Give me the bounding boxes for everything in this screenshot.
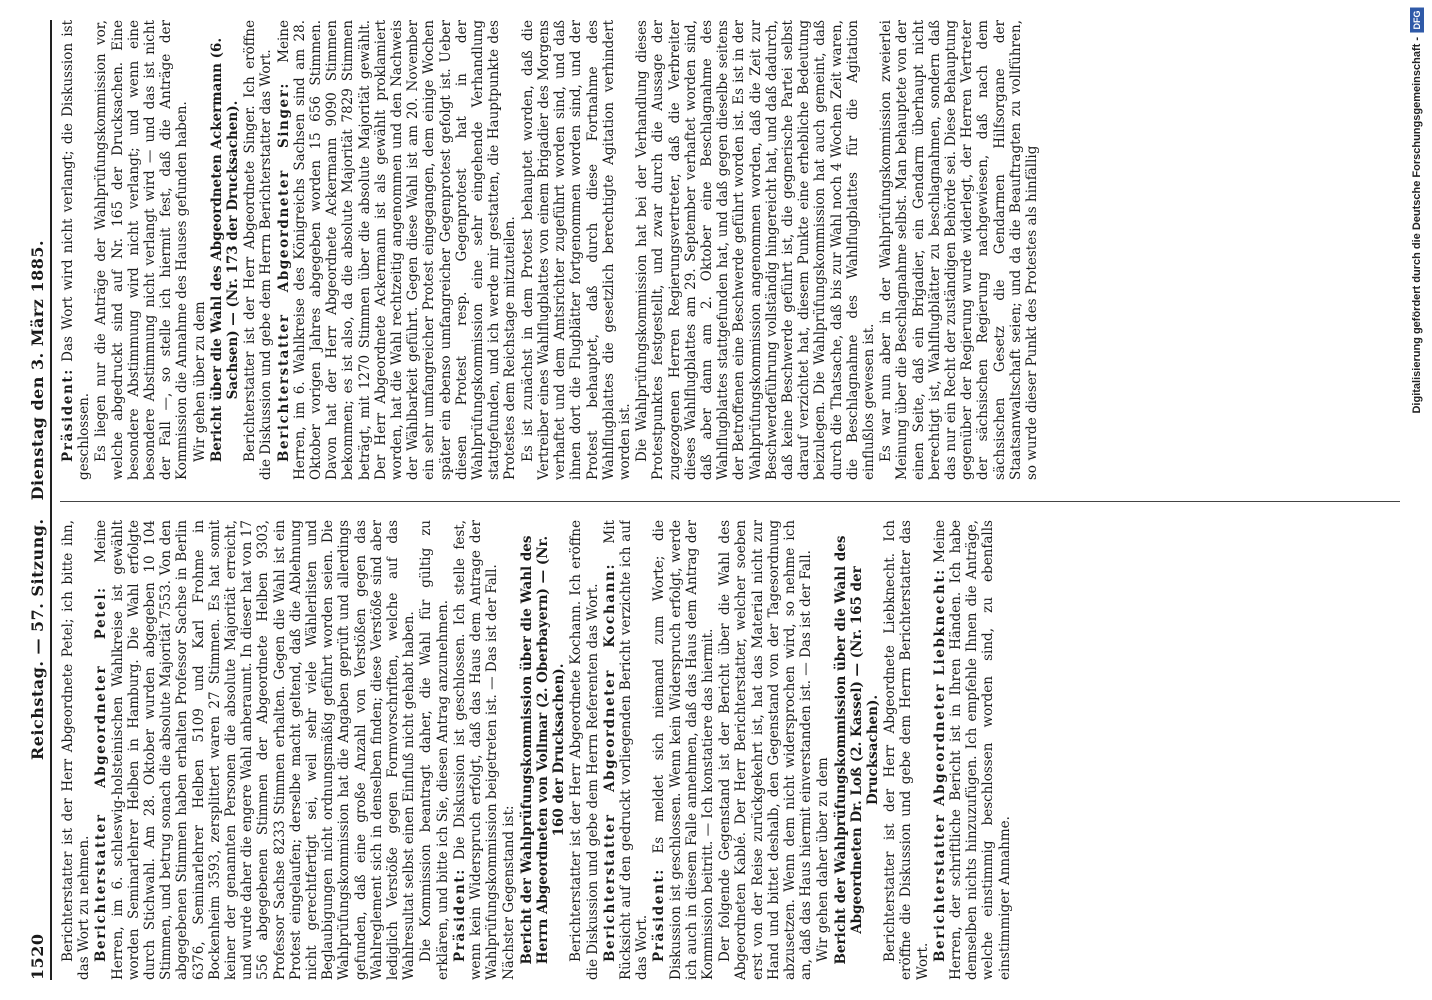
paragraph-text: Meine Herren, der schriftliche Bericht ist in Ihren Händen. Ich habe demselben nichts hinzuzufügen. Ich empfehle Ihnen die Anträge, welche einstimmig beschlossen worden sind, zu ebenfalls einstimmiger Annahme. bbox=[931, 520, 1013, 980]
paragraph-text: Meine Herren, im 6. schleswig-holsteinischen Wahlkreise ist gewählt worden Seminarlehrer Helben in Hamburg. Die Wahl erfolgte durch Stichwahl. Am 28. Oktober wurden abgegeben 10 104 Stimmen, und betrug sonach die absolute Majorität 7553. Von den abgegebenen Stimmen haben erhalten Professor Sachse in Berlin 6376, Seminarlehrer Helben 5109 und Karl Frohme in Bockenheim 3593, zersplittert waren 27 Stimmen. Es hat somit keiner der genannten Personen die absolute Majorität erreicht, und wurde daher die engere Wahl anberaumt. In dieser hat von 17 556 abgegebenen Stimmen der Abgeordnete Helben 9303, Professor Sachse 8233 Stimmen erhalten. Gegen die Wahl ist ein Protest eingelaufen; derselbe macht geltend, daß die Ablehnung nicht gerechtfertigt sei, weil sehr viele Wählerlisten und Beglaubigungen nicht ordnungsmäßig geführt worden seien. Die Wahlprüfungskommission hat die Angaben geprüft und allerdings gefunden, daß eine große Anzahl von Verstößen gegen das Wahlreglement sich in denselben finden; diese Verstöße sind aber lediglich Verstöße gegen Formvorschriften, welche auf das Wahlresultat selbst einen Einfluß nicht gehabt haben. bbox=[93, 520, 418, 980]
paragraph bbox=[93, 520, 417, 980]
paragraph bbox=[568, 520, 600, 980]
agenda-heading: Bericht über die Wahl des Abgeordneten Ackermann (6. Sachsen) — (Nr. 173 der Drucksachen). bbox=[208, 37, 242, 463]
paragraph-text: Die Wahlprüfungskommission hat bei der Verhandlung dieses Protestpunktes festgestellt, und zwar durch die Aussage der zugezogenen Herren Regierungsvertreter, daß die Verbreiter dieses Wahlflugblattes am 29. September verhaftet worden sind, daß aber dann am 2. Oktober eine Beschlagnahme des Wahlflugblattes stattgefunden hat, und daß gegen dieselbe seitens der Betroffenen eine Beschwerde geführt worden ist. Es ist in der Wahlprüfungskommission angenommen worden, daß die Zeit zur Beschwerdeführung vollständig hingereicht hat, und daß dadurch, daß keine Beschwerde geführt ist, die gegnerische Partei selbst darauf verzichtet hat, diesem Punkte eine erhebliche Bedeutung beizulegen. Die Wahlprüfungskommission hat auch gemeint, daß durch die Thatsache, daß bis zur Wahl noch 4 Wochen Zeit waren, die Beschlagnahme des Wahlflugblattes für die Agitation einflußlos gewesen ist. bbox=[634, 20, 877, 480]
paragraph bbox=[192, 20, 208, 480]
scanned-page bbox=[20, 20, 1412, 980]
speaker-name: Präsident: bbox=[451, 868, 468, 962]
agenda-heading: Bericht der Wahlprüfungskommission über die Wahl des Herrn Abgeordneten von Vollmar (2. Oberbayern) — (Nr. 160 der Drucksachen). bbox=[518, 535, 568, 965]
paragraph bbox=[242, 20, 274, 480]
paragraph bbox=[60, 520, 92, 980]
page-header bbox=[20, 20, 50, 980]
header-right-text: Dienstag den 3. März 1885. bbox=[28, 239, 47, 501]
paragraph bbox=[520, 20, 633, 480]
paragraph bbox=[932, 520, 1013, 980]
paragraph-text: Es liegen nur die Anträge der Wahlprüfungskommission vor, welche abgedruckt sind auf Nr. 165 der Drucksachen. Eine besondere Abstimmung wird nicht verlangt; und wenn eine besondere Abstimmung nicht verlangt wird — und das ist nicht der Fall —, so stelle ich hiermit fest, daß die Anträge der Kommission die Annahme des Hauses gefunden haben. bbox=[93, 20, 191, 480]
header-left-text: Reichstag. — 57. Sitzung. bbox=[28, 518, 47, 761]
paragraph bbox=[882, 520, 931, 980]
paragraph bbox=[93, 20, 190, 480]
paragraph-text: Es meldet sich niemand zum Worte; die Diskussion ist geschlossen. Wenn kein Widerspruch erfolgt, werde ich auch in diesem Falle annehmen, daß das Haus dem Antrag der Kommission beitritt. — Ich konstatiere das hiermit. bbox=[651, 520, 716, 980]
paragraph-text: Nächster Gegenstand ist: bbox=[501, 805, 518, 980]
column-divider bbox=[60, 501, 1400, 502]
paragraph bbox=[418, 520, 450, 980]
credit-text: Digitalisierung gefördert durch die Deutsche Forschungsgemeinschaft - bbox=[1411, 37, 1423, 414]
paragraph-text: Berichterstatter ist der Herr Abgeordnete Liebknecht. Ich eröffne die Diskussion und gebe dem Herrn Berichterstatter das Wort. bbox=[882, 520, 931, 980]
paragraph-text: Es ist zunächst in dem Protest behauptet worden, daß die Vertreiber eines Wahlflugblattes von einem Brigadier des Morgens verhaftet und dem Amtsrichter zugeführt worden sind, und daß ihnen dort die Flugblätter fortgenommen worden sind, und der Protest behauptet, daß durch diese Fortnahme des Wahlflugblattes die gesetzlich berechtigte Agitation verhindert worden ist. bbox=[519, 20, 633, 480]
dfg-logo: DFG bbox=[1410, 8, 1424, 33]
paragraph-text: Berichterstatter ist der Herr Abgeordnete Singer. Ich eröffne die Diskussion und gebe dem Herrn Berichterstatter das Wort. bbox=[242, 20, 275, 480]
speaker-name: Berichterstatter Abgeordneter Singer: bbox=[275, 82, 292, 462]
paragraph-text: Meine Herren, im 6. Wahlkreise des Königreichs Sachsen sind am 28. Oktober vorigen Jahres abgegeben worden 15 656 Stimmen. Davon hat der Herr Abgeordnete Ackermann 9090 Stimmen bekommen; es ist also, da die absolute Majorität 7829 Stimmen beträgt, mit 1270 Stimmen über die absolute Majorität gewählt. Der Herr Abgeordnete Ackermann ist als gewählt proklamiert worden, hat die Wahl rechtzeitig angenommen und den Nachweis der Wählbarkeit geführt. Gegen diese Wahl ist am 20. November ein sehr umfangreicher Protest eingegangen, dem einige Wochen später ein ebenso umfangreicher Gegenprotest gefolgt ist. Ueber diesen Protest resp. Gegenprotest hat in der Wahlprüfungskommission eine sehr eingehende Verhandlung stattgefunden, und ich werde mir gestatten, die Hauptpunkte des Protestes dem Reichstage mitzuteilen. bbox=[275, 20, 519, 480]
paragraph-text: Der folgende Gegenstand ist der Bericht über die Wahl des Abgeordneten Kablé. Der Herr Berichterstatter, welcher soeben erst von der Reise zurückgekehrt ist, hat das Material nicht zur Hand und bittet deshalb, den Gegenstand von der Tagesordnung abzusetzen. Wenn dem nicht widersprochen wird, so nehme ich an, daß das Haus hiermit einverstanden ist. — Das ist der Fall. bbox=[717, 520, 815, 980]
paragraph bbox=[452, 520, 501, 980]
speaker-name: Berichterstatter Abgeordneter Kochann: bbox=[601, 562, 618, 962]
paragraph-text: Mit Rücksicht auf den gedruckt vorliegenden Bericht verzichte ich auf das Wort. bbox=[601, 520, 651, 980]
paragraph bbox=[651, 520, 716, 980]
paragraph bbox=[634, 20, 877, 480]
paragraph-text: Berichterstatter ist der Herr Abgeordnete Petel; ich bitte ihn, das Wort zu nehmen. bbox=[60, 520, 93, 980]
digitization-credit bbox=[1404, 8, 1430, 988]
paragraph-text: Die Kommission beantragt daher, die Wahl für gültig zu erklären, und bitte ich Sie, diesen Antrag anzunehmen. bbox=[418, 520, 451, 980]
speaker-name: Berichterstatter Abgeordneter Petel: bbox=[93, 586, 110, 962]
agenda-heading: Bericht der Wahlprüfungskommission über die Wahl des Abgeordneten Dr. Loß (2. Kassel) — (Nr. 165 der Drucksachen). bbox=[832, 535, 881, 965]
left-column bbox=[60, 520, 1400, 980]
paragraph bbox=[717, 520, 814, 980]
speaker-name: Berichterstatter Abgeordneter Liebknecht: bbox=[931, 568, 948, 962]
speaker-name: Präsident: bbox=[651, 868, 668, 962]
paragraph bbox=[878, 20, 1040, 480]
speaker-name: Präsident: bbox=[60, 368, 76, 462]
header-rule bbox=[50, 20, 52, 980]
page-number: 1520 bbox=[28, 933, 47, 980]
right-column bbox=[60, 20, 1400, 480]
paragraph-text: Wir gehen über zu dem bbox=[191, 301, 208, 462]
paragraph-text: Das Wort wird nicht verlangt; die Diskussion ist geschlossen. bbox=[60, 20, 93, 480]
paragraph-text: Es war nun aber in der Wahlprüfungskommission zweierlei Meinung über die Beschlagnahme selbst. Man behauptete von der einen Seite, daß ein Brigadier, ein Gendarm überhaupt nicht berechtigt ist, Wahlflugblätter zu beschlagnahmen, sondern daß das nur ein Recht der zuständigen Behörde sei. Diese Behauptung gegenüber der Regierung wurde widerlegt, der Herren Vertreter der sächsischen Regierung nachgewiesen, daß nach dem sächsischen Gesetz die Gendarmen Hilfsorgane der Staatsanwaltschaft seien; und da die Beauftragten zu vollführen, so wurde dieser Punkt des Protestes als hinfällig bbox=[878, 20, 1040, 480]
paragraph bbox=[815, 520, 831, 980]
paragraph-text: Die Diskussion ist geschlossen. Ich stelle fest, wenn kein Widerspruch erfolgt, daß das Haus dem Antrage der Wahlprüfungskommission beigetreten ist. — Das ist der Fall. bbox=[451, 520, 501, 980]
paragraph bbox=[276, 20, 519, 480]
paragraph bbox=[602, 520, 651, 980]
paragraph bbox=[501, 520, 517, 980]
header-title bbox=[28, 20, 47, 980]
paragraph-text: Wir gehen daher über zu dem bbox=[815, 757, 832, 962]
paragraph-text: Berichterstatter ist der Herr Abgeordnete Kochann. Ich eröffne die Diskussion und gebe dem Herrn Referenten das Wort. bbox=[568, 520, 601, 980]
paragraph bbox=[60, 20, 92, 480]
